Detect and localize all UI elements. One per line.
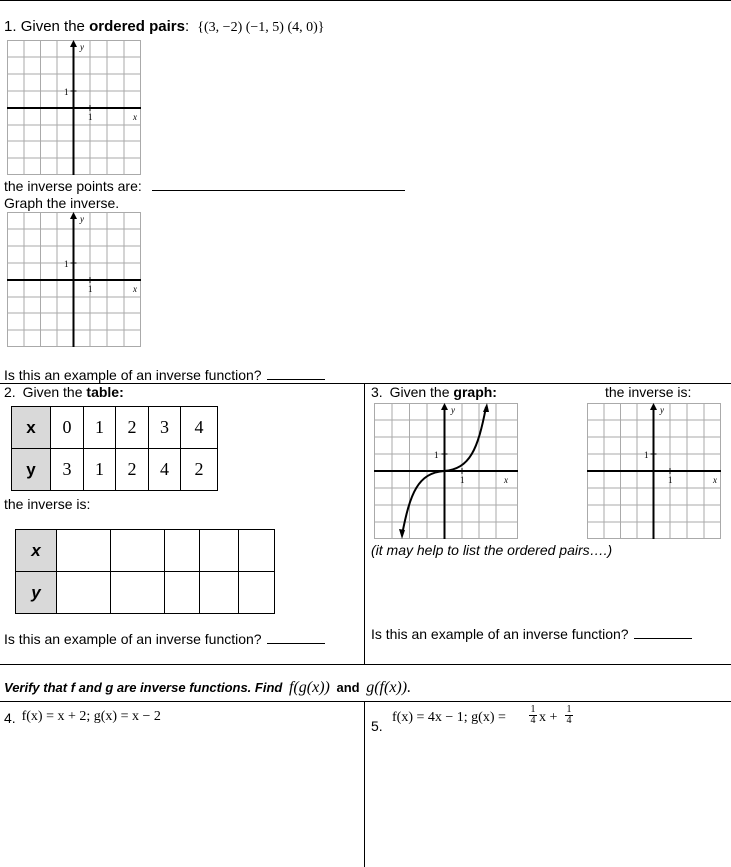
q1-number: 1. [4, 18, 17, 35]
table-cell: 3 [149, 407, 181, 449]
q5-frac2-den: 4 [566, 715, 572, 726]
table-cell: 2 [116, 449, 149, 491]
q1-question-row [4, 367, 325, 383]
column-divider-upper [364, 383, 365, 664]
inverse-cell[interactable] [165, 572, 200, 614]
x-axis-label: x [133, 112, 137, 122]
verify-gf: g(f(x)). [366, 679, 412, 696]
y-axis-arrow-icon [650, 403, 657, 410]
inverse-cell[interactable] [111, 530, 165, 572]
q4-number: 4. [4, 710, 16, 726]
q1-inverse-grid[interactable] [7, 212, 141, 347]
q1-coordinate-grid [7, 40, 141, 175]
y-axis-label: y [451, 405, 455, 415]
inverse-cell[interactable] [111, 572, 165, 614]
q3-given-graph [374, 403, 518, 539]
q3-inverse-grid[interactable] [587, 403, 721, 539]
table-cell: 1 [84, 449, 116, 491]
q2-inverse-label: the inverse is: [4, 496, 91, 512]
q5-fraction-1 [529, 705, 537, 726]
q3-number: 3. [371, 384, 383, 400]
y-tick-label: 1 [644, 450, 649, 460]
q2-answer-blank[interactable] [267, 642, 325, 644]
q5-expression-part-a: f(x) = 4x − 1; g(x) = [392, 710, 506, 725]
x-tick-label: 1 [88, 284, 93, 294]
inverse-cell[interactable] [200, 572, 239, 614]
q2-lead: Given the [22, 384, 83, 400]
q1-colon: : [184, 18, 190, 35]
y-tick-label: 1 [434, 450, 439, 460]
q1-lead: Given the [20, 18, 85, 35]
q1-graph-inverse-instruction: Graph the inverse. [4, 195, 120, 211]
section-divider-2 [0, 664, 731, 665]
q5-frac1-num: 1 [530, 704, 536, 715]
q2-number: 2. [4, 384, 16, 400]
y-axis-arrow-icon [70, 212, 77, 219]
axes [7, 214, 141, 347]
q3-hint: (it may help to list the ordered pairs….) [371, 542, 613, 558]
q3-question-row [371, 626, 692, 642]
q5-frac1-den: 4 [530, 715, 536, 726]
inverse-cell[interactable] [239, 530, 275, 572]
q3-answer-blank[interactable] [634, 637, 692, 639]
q1-heading [4, 19, 325, 36]
q4-row [4, 707, 161, 725]
q5-number: 5. [371, 718, 383, 734]
inverse-header-x: x [16, 530, 57, 572]
section-divider-3 [0, 701, 731, 702]
q5-frac2-num: 1 [566, 704, 572, 715]
y-axis-arrow-icon [441, 403, 448, 410]
axes [587, 405, 721, 539]
x-tick-label: 1 [460, 475, 465, 485]
q3-inverse-label: the inverse is: [605, 384, 692, 400]
y-axis-arrow-icon [70, 40, 77, 47]
table-cell: 0 [51, 407, 84, 449]
table-cell: 2 [116, 407, 149, 449]
q5-x-plus: x + [539, 710, 558, 725]
q1-answer-blank[interactable] [267, 378, 325, 380]
column-divider-lower [364, 701, 365, 867]
x-axis-label: x [713, 475, 717, 485]
inverse-cell[interactable] [239, 572, 275, 614]
q1-ordered-pairs: {(3, −2) (−1, 5) (4, 0)} [197, 20, 325, 35]
table-cell: 4 [149, 449, 181, 491]
q1-inverse-points-blank[interactable] [152, 189, 405, 191]
q2-bold-term: table: [86, 384, 124, 400]
top-rule [0, 0, 731, 1]
q3-bold-term: graph: [453, 384, 497, 400]
verify-instruction [4, 679, 411, 697]
verify-fg: f(g(x)) [288, 679, 330, 696]
table-row-y [12, 449, 218, 491]
table-cell: 1 [84, 407, 116, 449]
inverse-cell[interactable] [165, 530, 200, 572]
q2-question: Is this an example of an inverse function? [4, 631, 262, 647]
q2-heading [4, 384, 124, 400]
q3-question: Is this an example of an inverse function? [371, 626, 629, 642]
x-tick-label: 1 [88, 112, 93, 122]
q2-inverse-table[interactable] [15, 529, 275, 614]
y-tick-label: 1 [64, 87, 69, 97]
inverse-cell[interactable] [57, 572, 111, 614]
q2-question-row [4, 631, 325, 647]
table-header-y: y [12, 449, 51, 491]
inverse-row-x [16, 530, 275, 572]
inverse-cell[interactable] [200, 530, 239, 572]
x-axis-label: x [504, 475, 508, 485]
verify-and: and [336, 680, 360, 695]
q1-inverse-points-row [4, 178, 405, 194]
q2-values-table [11, 406, 218, 491]
q4-expression: f(x) = x + 2; g(x) = x − 2 [21, 709, 161, 724]
q1-question: Is this an example of an inverse function? [4, 367, 262, 383]
x-tick-label: 1 [668, 475, 673, 485]
inverse-header-y: y [16, 572, 57, 614]
table-cell: 2 [181, 449, 218, 491]
q3-heading [371, 384, 497, 400]
q1-bold-term: ordered pairs [89, 18, 185, 35]
inverse-cell[interactable] [57, 530, 111, 572]
table-header-x: x [12, 407, 51, 449]
verify-prefix: Verify that f and g are inverse functions. Find [4, 680, 283, 695]
table-cell: 4 [181, 407, 218, 449]
y-axis-label: y [80, 214, 84, 224]
table-cell: 3 [51, 449, 84, 491]
inverse-row-y [16, 572, 275, 614]
curve-arrow-bottom-icon [399, 529, 405, 539]
curve-arrow-top-icon [483, 403, 489, 412]
y-tick-label: 1 [64, 259, 69, 269]
q1-inverse-points-label: the inverse points are: [4, 178, 142, 194]
axes [7, 42, 141, 175]
table-row-x [12, 407, 218, 449]
q3-lead: Given the [389, 384, 450, 400]
q5-fraction-2 [565, 705, 573, 726]
q5-row [371, 704, 671, 737]
y-axis-label: y [660, 405, 664, 415]
x-axis-label: x [133, 284, 137, 294]
y-axis-label: y [80, 42, 84, 52]
